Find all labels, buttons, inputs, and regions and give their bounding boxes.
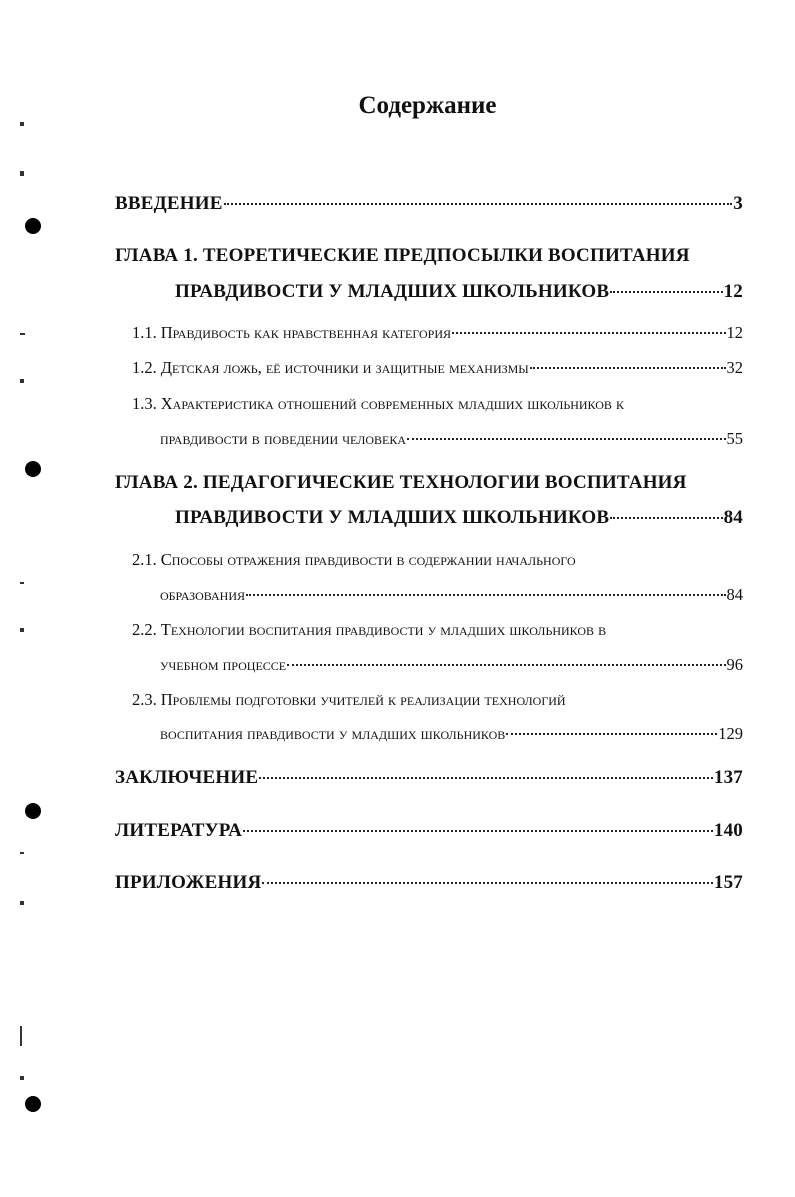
scan-mark	[20, 333, 25, 335]
section-title-cont: образования	[160, 585, 245, 604]
toc-entry-section-1-3-line1	[132, 394, 624, 414]
section-number: 1.2.	[132, 358, 157, 377]
toc-page-number: 12	[723, 281, 743, 302]
toc-entry-section-1-3	[160, 429, 743, 449]
toc-page-number: 3	[733, 193, 743, 214]
leader-dots	[243, 830, 713, 832]
section-title: Характеристика отношений современных младших школьников к	[160, 394, 625, 413]
toc-entry-section-2-2-line1	[132, 620, 606, 640]
section-title-cont: учебном процессе	[160, 655, 287, 674]
section-number: 1.3.	[132, 394, 157, 413]
punch-hole-3	[25, 803, 41, 819]
toc-page-number: 12	[726, 323, 743, 342]
toc-entry-section-2-1	[160, 585, 743, 605]
scan-mark	[20, 379, 24, 383]
leader-dots	[224, 203, 733, 205]
section-title: Правдивость как нравственная категория	[160, 323, 452, 342]
section-number: 1.1.	[132, 323, 157, 342]
leader-dots	[287, 664, 725, 666]
section-number: 2.2.	[132, 620, 157, 639]
toc-entry-label: ЗАКЛЮЧЕНИЕ	[115, 767, 259, 788]
chapter1-title-line1: ГЛАВА 1. ТЕОРЕТИЧЕСКИЕ ПРЕДПОСЫЛКИ ВОСПИТАНИЯ	[115, 245, 690, 266]
toc-entry-label: ПРИЛОЖЕНИЯ	[115, 872, 262, 893]
toc-entry-section-2-3	[160, 724, 743, 744]
toc-page-number: 96	[726, 655, 743, 674]
toc-page-number: 137	[713, 767, 743, 788]
toc-entry-section-1-2	[132, 358, 743, 378]
toc-entry-label: ПРАВДИВОСТИ У МЛАДШИХ ШКОЛЬНИКОВ	[175, 281, 610, 302]
scan-mark	[20, 1076, 24, 1080]
toc-entry-chapter2	[175, 507, 743, 529]
leader-dots	[262, 882, 713, 884]
toc-entry-intro	[115, 193, 743, 215]
leader-dots	[246, 594, 726, 596]
section-title-cont: правдивости в поведении человека	[160, 429, 407, 448]
toc-entry-literature	[115, 820, 743, 842]
toc-entry-label: ВВЕДЕНИЕ	[115, 193, 223, 214]
scan-mark	[20, 852, 24, 854]
toc-entry-section-2-3-line1	[132, 690, 566, 710]
toc-page-number: 84	[723, 507, 743, 528]
toc-entry-section-2-2	[160, 655, 743, 675]
toc-page-number: 129	[718, 724, 743, 743]
toc-entry-appendices	[115, 872, 743, 894]
leader-dots	[259, 777, 713, 779]
toc-entry-label: ПРАВДИВОСТИ У МЛАДШИХ ШКОЛЬНИКОВ	[175, 507, 610, 528]
toc-entry-label: ЛИТЕРАТУРА	[115, 820, 243, 841]
leader-dots	[452, 332, 725, 334]
section-title: Проблемы подготовки учителей к реализации технологий	[160, 690, 566, 709]
section-number: 2.3.	[132, 690, 157, 709]
leader-dots	[407, 438, 725, 440]
page-title: Содержание	[358, 92, 497, 119]
section-title: Технологии воспитания правдивости у младших школьников в	[160, 620, 607, 639]
scan-mark	[20, 122, 24, 126]
section-title: Детская ложь, её источники и защитные механизмы	[160, 358, 529, 377]
leader-dots	[610, 291, 722, 293]
scan-mark	[20, 582, 24, 584]
leader-dots	[610, 517, 722, 519]
toc-page-number: 157	[713, 872, 743, 893]
scan-mark	[20, 901, 24, 905]
section-title: Способы отражения правдивости в содержании начального	[160, 550, 576, 569]
punch-hole-1	[25, 218, 41, 234]
toc-page-number: 84	[726, 585, 743, 604]
leader-dots	[530, 367, 726, 369]
toc-entry-section-2-1-line1	[132, 550, 576, 570]
punch-hole-2	[25, 461, 41, 477]
scan-mark	[20, 171, 24, 176]
toc-entry-conclusion	[115, 767, 743, 789]
toc-entry-chapter1	[175, 281, 743, 303]
toc-entry-section-1-1	[132, 323, 743, 343]
toc-page-number: 140	[713, 820, 743, 841]
chapter2-title-line1: ГЛАВА 2. ПЕДАГОГИЧЕСКИЕ ТЕХНОЛОГИИ ВОСПИТАНИЯ	[115, 472, 687, 493]
leader-dots	[506, 733, 717, 735]
scan-mark	[20, 628, 24, 632]
section-number: 2.1.	[132, 550, 157, 569]
section-title-cont: воспитания правдивости у младших школьников	[160, 724, 506, 743]
scan-mark	[20, 1026, 22, 1046]
toc-page-number: 55	[726, 429, 743, 448]
toc-page-number: 32	[726, 358, 743, 377]
punch-hole-4	[25, 1096, 41, 1112]
